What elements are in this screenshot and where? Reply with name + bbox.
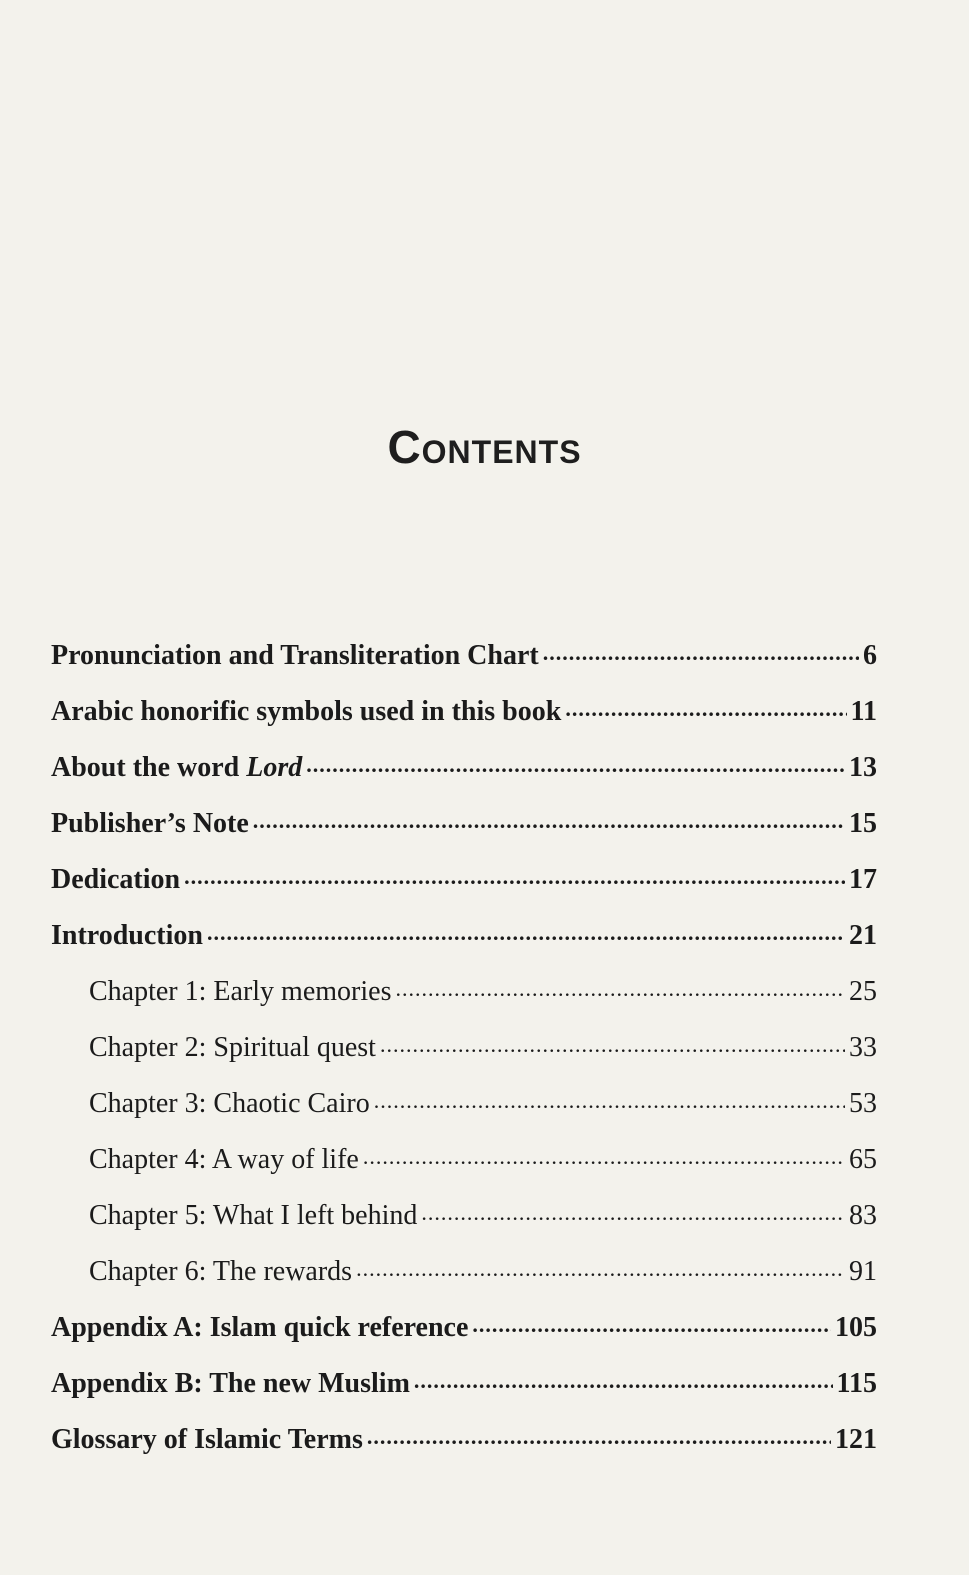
toc-entry-title: Appendix B: The new Muslim [51, 1368, 410, 1399]
toc-entry-chapter-3 [51, 1084, 877, 1140]
toc-entry-title: Chapter 4: A way of life [89, 1144, 359, 1175]
toc-entry-title: Chapter 5: What I left behind [89, 1200, 418, 1231]
table-of-contents [51, 636, 877, 1476]
toc-entry-chapter-5 [51, 1196, 877, 1252]
dot-leader [356, 1252, 845, 1280]
toc-entry-page: 17 [849, 864, 877, 895]
toc-entry-chapter-1 [51, 972, 877, 1028]
dot-leader [367, 1420, 831, 1448]
toc-entry-page: 53 [849, 1088, 877, 1119]
page-title: Contents [387, 421, 582, 473]
toc-entry-appendix-b [51, 1364, 877, 1420]
toc-entry-page: 33 [849, 1032, 877, 1063]
toc-entry-chapter-4 [51, 1140, 877, 1196]
toc-entry-page: 21 [849, 920, 877, 951]
dot-leader [363, 1140, 845, 1168]
dot-leader [414, 1364, 833, 1392]
toc-entry-title: Arabic honorific symbols used in this book [51, 696, 562, 727]
toc-entry-title: Chapter 2: Spiritual quest [89, 1032, 376, 1063]
toc-entry-page: 121 [835, 1424, 877, 1455]
dot-leader [184, 860, 845, 888]
toc-entry-title: Dedication [51, 864, 181, 895]
toc-entry-page: 115 [836, 1368, 877, 1399]
toc-entry-page: 13 [849, 752, 877, 783]
toc-entry-publishers-note [51, 804, 877, 860]
toc-entry-title: Publisher’s Note [51, 808, 249, 839]
toc-entry-page: 11 [850, 696, 877, 727]
toc-entry-page: 91 [849, 1256, 877, 1287]
toc-entry-page: 83 [849, 1200, 877, 1231]
toc-entry-page: 25 [849, 976, 877, 1007]
dot-leader [421, 1196, 845, 1224]
toc-entry-dedication [51, 860, 877, 916]
toc-entry-title: Pronunciation and Transliteration Chart [51, 640, 539, 671]
toc-entry-about-lord [51, 748, 877, 804]
dot-leader [306, 748, 845, 776]
toc-entry-page: 6 [863, 640, 877, 671]
toc-entry-honorific-symbols [51, 692, 877, 748]
toc-entry-title: Introduction [51, 920, 203, 951]
toc-entry-page: 105 [835, 1312, 877, 1343]
toc-entry-chapter-2 [51, 1028, 877, 1084]
toc-entry-title [51, 752, 302, 784]
toc-entry-title: Chapter 6: The rewards [89, 1256, 353, 1287]
toc-entry-title: Chapter 1: Early memories [89, 976, 392, 1007]
toc-entry-title: Chapter 3: Chaotic Cairo [89, 1088, 370, 1119]
toc-entry-pronunciation-chart [51, 636, 877, 692]
dot-leader [565, 692, 846, 720]
toc-entry-title-italic: Lord [246, 752, 303, 783]
dot-leader [395, 972, 845, 1000]
dot-leader [472, 1308, 831, 1336]
dot-leader [207, 916, 845, 944]
toc-entry-introduction [51, 916, 877, 972]
toc-entry-appendix-a [51, 1308, 877, 1364]
dot-leader [374, 1084, 845, 1112]
toc-entry-title: Glossary of Islamic Terms [51, 1424, 363, 1455]
dot-leader [543, 636, 859, 664]
dot-leader [380, 1028, 845, 1056]
toc-entry-title-prefix: About the word [51, 752, 247, 783]
dot-leader [253, 804, 845, 832]
toc-entry-page: 65 [849, 1144, 877, 1175]
toc-entry-glossary [51, 1420, 877, 1476]
toc-entry-title: Appendix A: Islam quick reference [51, 1312, 469, 1343]
toc-entry-chapter-6 [51, 1252, 877, 1308]
toc-entry-page: 15 [849, 808, 877, 839]
